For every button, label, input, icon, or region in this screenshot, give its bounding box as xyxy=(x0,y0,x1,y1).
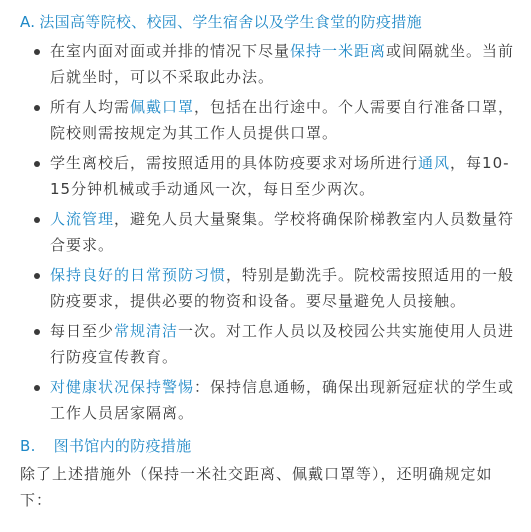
list-item xyxy=(50,39,517,90)
item-highlight: 保持一米距离 xyxy=(290,42,387,60)
list-item xyxy=(50,151,517,202)
measures-list xyxy=(20,39,517,426)
list-item xyxy=(50,95,517,146)
item-highlight: 常规清洁 xyxy=(114,322,179,340)
item-text: ，包括在出行途中。个人需要自行准备口罩，院校则需按规定为其工作人员提供口罩。 xyxy=(50,98,515,142)
item-highlight: 人流管理 xyxy=(50,210,115,228)
item-text: 或间隔就坐。当前后就坐时，可以不采取此办法。 xyxy=(50,42,515,86)
item-text: 每日至少 xyxy=(50,322,115,340)
item-highlight: 通风 xyxy=(418,154,451,172)
list-item xyxy=(50,319,517,370)
item-text: 所有人均需 xyxy=(50,98,131,116)
item-highlight: 佩戴口罩 xyxy=(130,98,195,116)
item-text: 学生离校后，需按照适用的具体防疫要求对场所进行 xyxy=(50,154,419,172)
item-text: ，特别是勤洗手。院校需按照适用的一般防疫要求，提供必要的物资和设备。要尽量避免人员接触。 xyxy=(50,266,515,310)
item-highlight: 对健康状况保持警惕 xyxy=(50,378,195,396)
list-item xyxy=(50,375,517,426)
section-b-paragraph: 除了上述措施外（保持一米社交距离、佩戴口罩等），还明确规定如下： xyxy=(20,465,493,509)
section-b-letter: B. xyxy=(20,437,36,455)
section-a-heading xyxy=(20,10,517,34)
section-b-heading xyxy=(20,434,517,458)
list-item xyxy=(50,263,517,314)
item-text: 在室内面对面或并排的情况下尽量 xyxy=(50,42,291,60)
list-item xyxy=(50,207,517,258)
section-a-title: 法国高等院校、校园、学生宿舍以及学生食堂的防疫措施 xyxy=(39,13,422,31)
item-text: ：保持信息通畅，确保出现新冠症状的学生或工作人员居家隔离。 xyxy=(50,378,515,422)
item-text: ，避免人员大量聚集。学校将确保阶梯教室内人员数量符合要求。 xyxy=(50,210,515,254)
section-b-title: 图书馆内的防疫措施 xyxy=(53,437,192,455)
item-text: 一次。对工作人员以及校园公共实施使用人员进行防疫宣传教育。 xyxy=(50,322,515,366)
section-a-letter: A. xyxy=(20,13,36,31)
item-text: ，每10-15分钟机械或手动通风一次，每日至少两次。 xyxy=(50,154,510,198)
item-highlight: 保持良好的日常预防习惯 xyxy=(50,266,227,284)
